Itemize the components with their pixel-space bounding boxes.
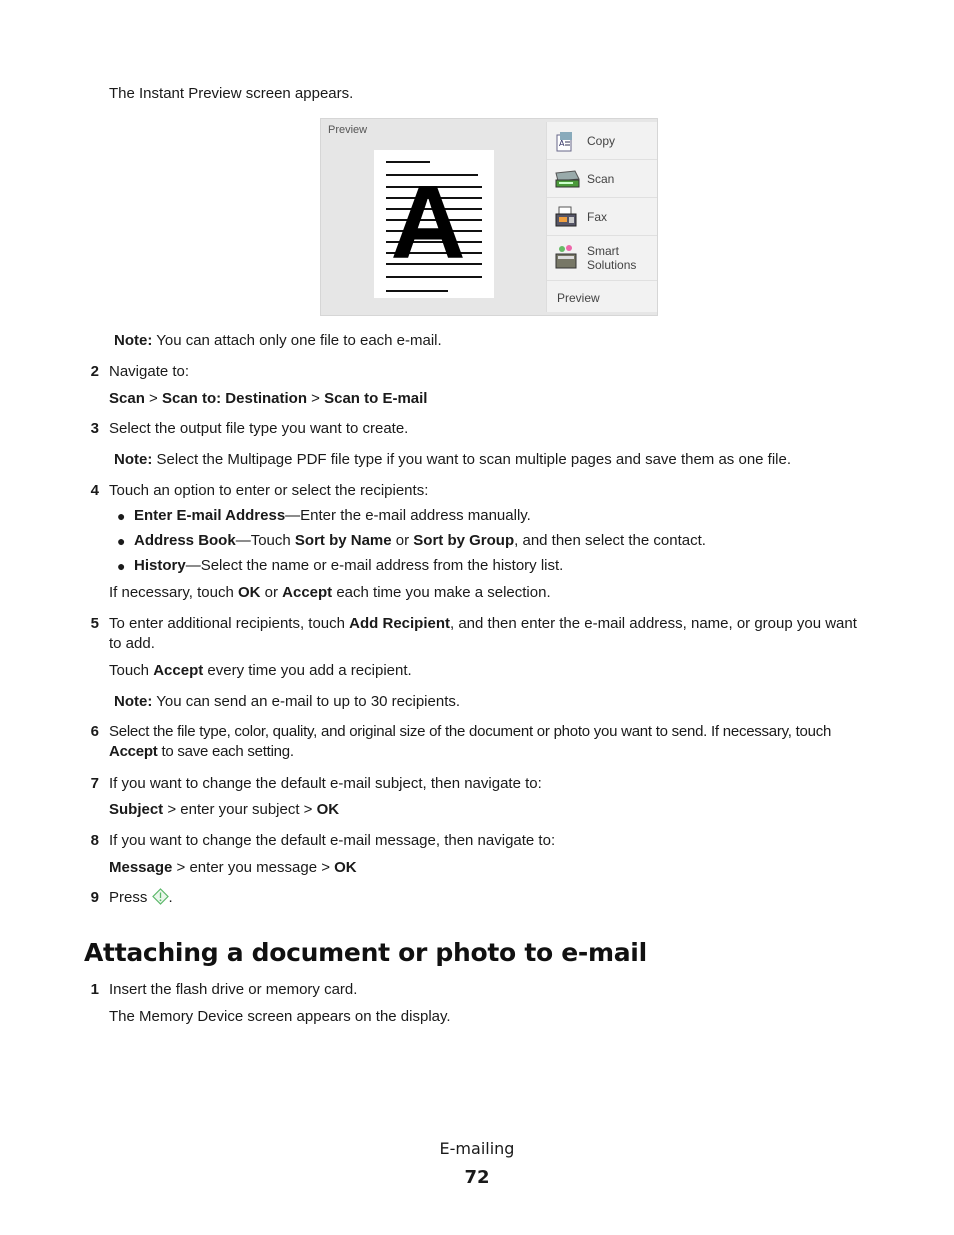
bullet-icon: ● <box>117 558 126 574</box>
step-text: Touch Accept every time you add a recipient. <box>109 662 412 679</box>
note: Note: Select the Multipage PDF file type if you want to scan multiple pages and save them as one file. <box>114 451 792 468</box>
menu-label: Preview <box>557 291 600 305</box>
bullet-icon: ● <box>117 508 126 524</box>
menu-item-preview[interactable] <box>547 281 657 318</box>
menu-item-fax[interactable] <box>547 198 657 236</box>
fax-icon <box>553 205 577 227</box>
menu-label: Scan <box>587 172 615 186</box>
preview-title: Preview <box>328 124 368 136</box>
step-number: 2 <box>90 363 99 380</box>
step-text: Navigate to: <box>109 363 190 380</box>
step-text: Press . <box>109 889 173 906</box>
scan-icon <box>553 167 577 189</box>
smart-solutions-icon <box>553 243 577 265</box>
copy-icon <box>553 129 577 151</box>
navigation-path: Message > enter you message > OK <box>109 859 357 876</box>
step-number: 3 <box>90 420 99 437</box>
navigation-path: Scan > Scan to: Destination > Scan to E-mail <box>109 390 428 407</box>
menu-label: Fax <box>587 210 608 224</box>
step-number: 4 <box>90 482 99 499</box>
menu-item-copy[interactable] <box>547 122 657 160</box>
list-item: History—Select the name or e-mail address from the history list. <box>134 557 564 574</box>
svg-text:A: A <box>559 139 565 148</box>
menu-item-smart-solutions[interactable] <box>547 236 657 281</box>
step-text: If you want to change the default e-mail subject, then navigate to: <box>109 775 542 792</box>
list-item: Address Book—Touch Sort by Name or Sort by Group, and then select the contact. <box>134 532 706 549</box>
note: Note: You can send an e-mail to up to 30 recipients. <box>114 693 461 710</box>
step-number: 7 <box>90 775 99 792</box>
menu-label: Copy <box>587 134 616 148</box>
note: Note: You can attach only one file to each e-mail. <box>114 332 442 349</box>
step-text: To enter additional recipients, touch Add Recipient, and then enter the e-mail address, name, or group you want to add. <box>109 615 857 652</box>
bullet-icon: ● <box>117 533 126 549</box>
step-text: The Memory Device screen appears on the display. <box>109 1008 451 1025</box>
step-number: 1 <box>90 981 99 998</box>
preview-side-menu <box>546 122 657 312</box>
page-number: 72 <box>464 1167 490 1188</box>
list-item: Enter E-mail Address—Enter the e-mail address manually. <box>134 507 531 524</box>
step-number: 9 <box>90 889 99 906</box>
instant-preview-screen <box>320 118 658 316</box>
menu-item-scan[interactable] <box>547 160 657 198</box>
intro-text: The Instant Preview screen appears. <box>109 85 354 102</box>
preview-letter: A <box>390 165 466 281</box>
preview-document <box>374 150 494 298</box>
step-number: 8 <box>90 832 99 849</box>
step-text: Select the output file type you want to create. <box>109 420 409 437</box>
footer-chapter: E-mailing <box>439 1139 515 1158</box>
step-text: If you want to change the default e-mail message, then navigate to: <box>109 832 556 849</box>
step-text: Touch an option to enter or select the recipients: <box>109 482 429 499</box>
menu-label: Smart Solutions <box>587 244 637 272</box>
navigation-path: Subject > enter your subject > OK <box>109 801 340 818</box>
step-text: Select the file type, color, quality, and original size of the document or photo you want to send. If necessary, touch Accept to save each setting. <box>109 723 832 760</box>
step-text: If necessary, touch OK or Accept each time you make a selection. <box>109 584 551 601</box>
step-number: 5 <box>90 615 99 632</box>
section-heading: Attaching a document or photo to e-mail <box>84 938 647 967</box>
start-button-icon <box>152 888 169 905</box>
step-number: 6 <box>90 723 99 740</box>
step-text: Insert the flash drive or memory card. <box>109 981 358 998</box>
